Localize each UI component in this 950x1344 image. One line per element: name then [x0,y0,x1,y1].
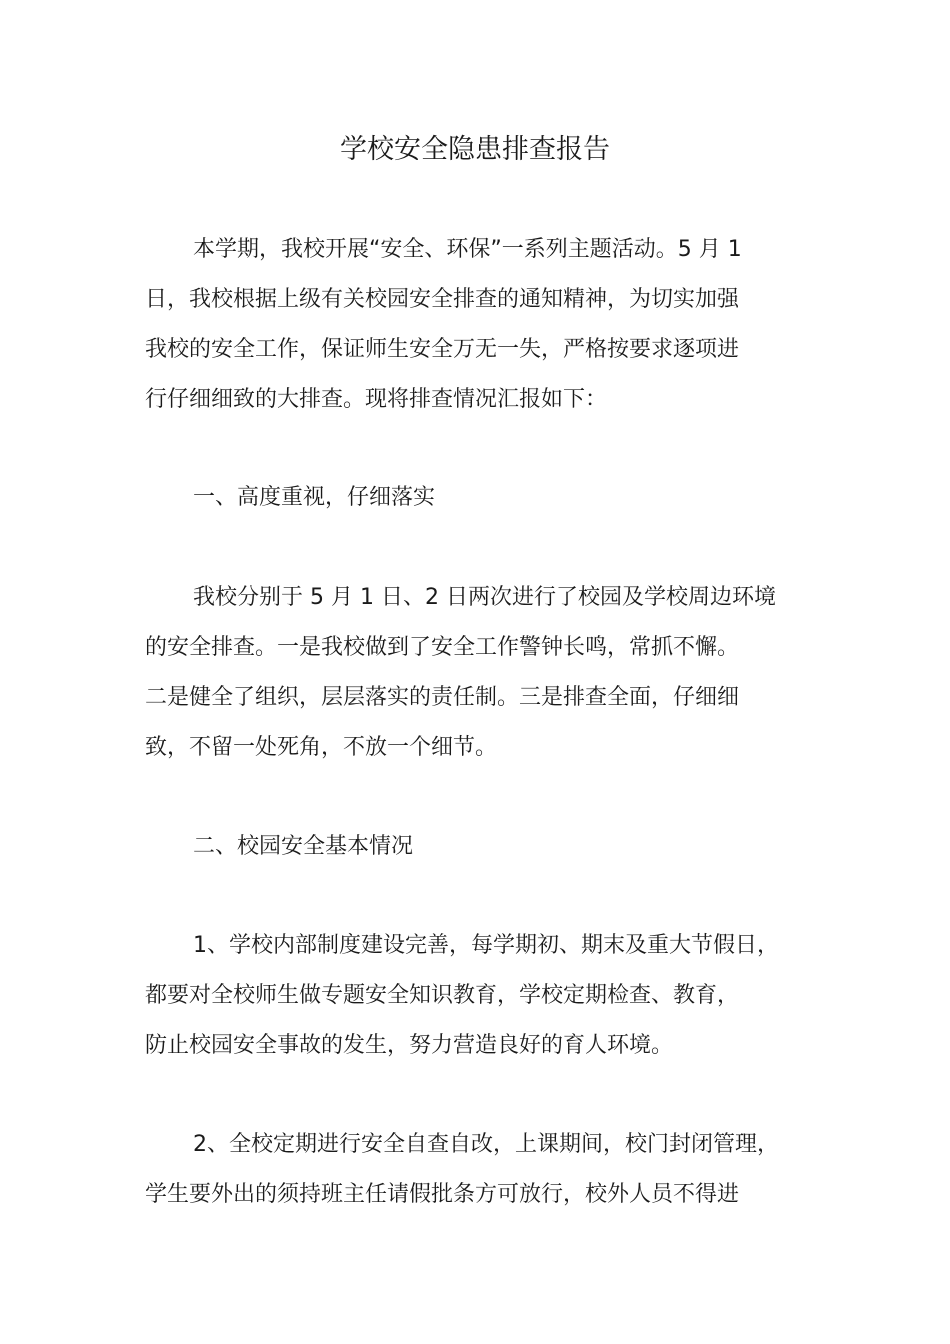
paragraph-1-line-2: 日，我校根据上级有关校园安全排查的通知精神，为切实加强 [145,287,740,312]
paragraph-3-line-3: 防止校园安全事故的发生，努力营造良好的育人环境。 [145,1033,674,1058]
paragraph-2-line-4: 致，不留一处死角，不放一个细节。 [145,735,498,760]
paragraph-2-line-2: 的安全排查。一是我校做到了安全工作警钟长鸣，常抓不懈。 [145,635,740,660]
paragraph-3-line-1: 1、学校内部制度建设完善，每学期初、期末及重大节假日， [193,933,779,958]
paragraph-2-line-1: 我校分别于 5 月 1 日、2 日两次进行了校园及学校周边环境 [193,585,776,610]
section-heading-2: 二、校园安全基本情况 [193,834,414,859]
paragraph-4-line-2: 学生要外出的须持班主任请假批条方可放行，校外人员不得进 [145,1182,740,1207]
section-heading-1: 一、高度重视，仔细落实 [193,485,436,510]
paragraph-1-line-1: 本学期，我校开展“安全、环保”一系列主题活动。5 月 1 [193,237,742,262]
paragraph-1-line-4: 行仔细细致的大排查。现将排查情况汇报如下： [145,387,608,412]
paragraph-1-line-3: 我校的安全工作，保证师生安全万无一失，严格按要求逐项进 [145,337,740,362]
paragraph-4-line-1: 2、全校定期进行安全自查自改，上课期间，校门封闭管理， [193,1132,779,1157]
document-title: 学校安全隐患排查报告 [340,134,610,165]
paragraph-3-line-2: 都要对全校师生做专题安全知识教育，学校定期检查、教育， [145,983,740,1008]
paragraph-2-line-3: 二是健全了组织，层层落实的责任制。三是排查全面，仔细细 [145,685,740,710]
